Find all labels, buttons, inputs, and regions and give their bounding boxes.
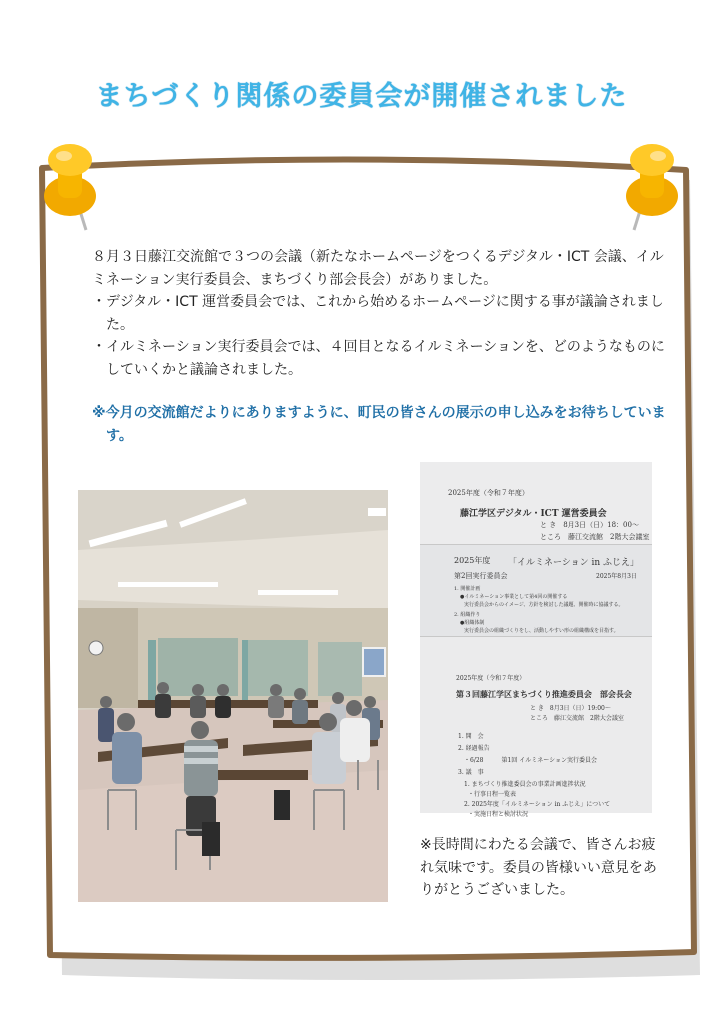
doc3-where: ところ 藤江交流館 2階大会議室 [530, 715, 624, 722]
document-illumination [420, 544, 652, 641]
intro-paragraph: ８月３日藤江交流館で３つの会議（新たなホームページをつくるデジタル・ICT 会議、イルミネーション実行委員会、まちづくり部会長会）がありました。 [92, 249, 664, 288]
doc3-line6: ・行事日程一覧表 [468, 791, 517, 798]
meeting-photo [78, 490, 388, 902]
doc3-line4: 3. 議 事 [458, 769, 484, 776]
doc3-title: 第３回藤江学区まちづくり推進委員会 部会長会 [456, 689, 632, 699]
doc1-when: と き 8月3日（日）18：00～ [540, 521, 639, 529]
page-title: まちづくり関係の委員会が開催されました [95, 81, 628, 112]
doc2-meeting: 第2回実行委員会 [454, 572, 508, 580]
doc2-item1: 1. 開催計画 [454, 586, 481, 592]
bullet-illumination: ・イルミネーション実行委員会では、４回目となるイルミネーションを、どのようなものにしていくかと議論されました。 [92, 339, 665, 378]
doc2-item1b: 実行委員会からのイメージ、方針を検討した議題、開催時に協議する。 [464, 602, 624, 608]
doc2-item2b: 実行委員会の組織づくりをし、活動しやすい形の組織構成を目指す。 [464, 628, 619, 634]
meeting-documents-photo [420, 462, 652, 818]
notice-text: ※今月の交流館だよりにありますように、町民の皆さんの展示の申し込みをお待ちしています。 [92, 405, 666, 444]
doc2-item2a: ●組織体制 [460, 620, 485, 626]
document-town-planning [420, 636, 652, 818]
doc3-line3: ・6/28 第1回 イルミネーション実行委員会 [464, 757, 597, 764]
doc3-line7: 2. 2025年度「イルミネーション in ふじえ」について [464, 801, 611, 808]
bullet-digital-ict: ・デジタル・ICT 運営委員会では、これから始めるホームページに関する事が議論されました。 [92, 294, 664, 333]
doc3-era: 2025年度（令和７年度） [456, 675, 526, 682]
doc1-era: 2025年度（令和７年度） [448, 489, 529, 497]
doc2-item1a: ●イルミネーション事業として第4回の開催する [460, 594, 568, 600]
body-text [92, 246, 672, 381]
doc1-title: 藤江学区デジタル・ICT 運営委員会 [460, 509, 607, 519]
push-pin-left-icon [36, 138, 106, 234]
doc2-title: 「イルミネーション in ふじえ」 [508, 558, 640, 568]
document-digital-ict [420, 462, 652, 554]
doc2-era: 2025年度 [454, 556, 491, 565]
doc3-line5: 1. まちづくり推進委員会の事業計画進捗状況 [464, 781, 586, 788]
doc3-line2: 2. 経過報告 [458, 745, 490, 752]
doc3-line1: 1. 開 会 [458, 733, 484, 740]
doc3-line8: ・実施日程と検討状況 [468, 811, 529, 818]
push-pin-right-icon [616, 138, 686, 234]
doc2-item2: 2. 組織作り [454, 612, 481, 618]
doc2-date: 2025年8月3日 [596, 573, 637, 580]
photo-caption: ※長時間にわたる会議で、皆さんお疲れ気味です。委員の皆様いい意見をありがとうございました。 [420, 837, 657, 898]
doc3-when: と き 8月3日（日）19:00～ [530, 705, 611, 712]
doc1-where: ところ 藤江交流館 2階大会議室 [540, 533, 650, 541]
